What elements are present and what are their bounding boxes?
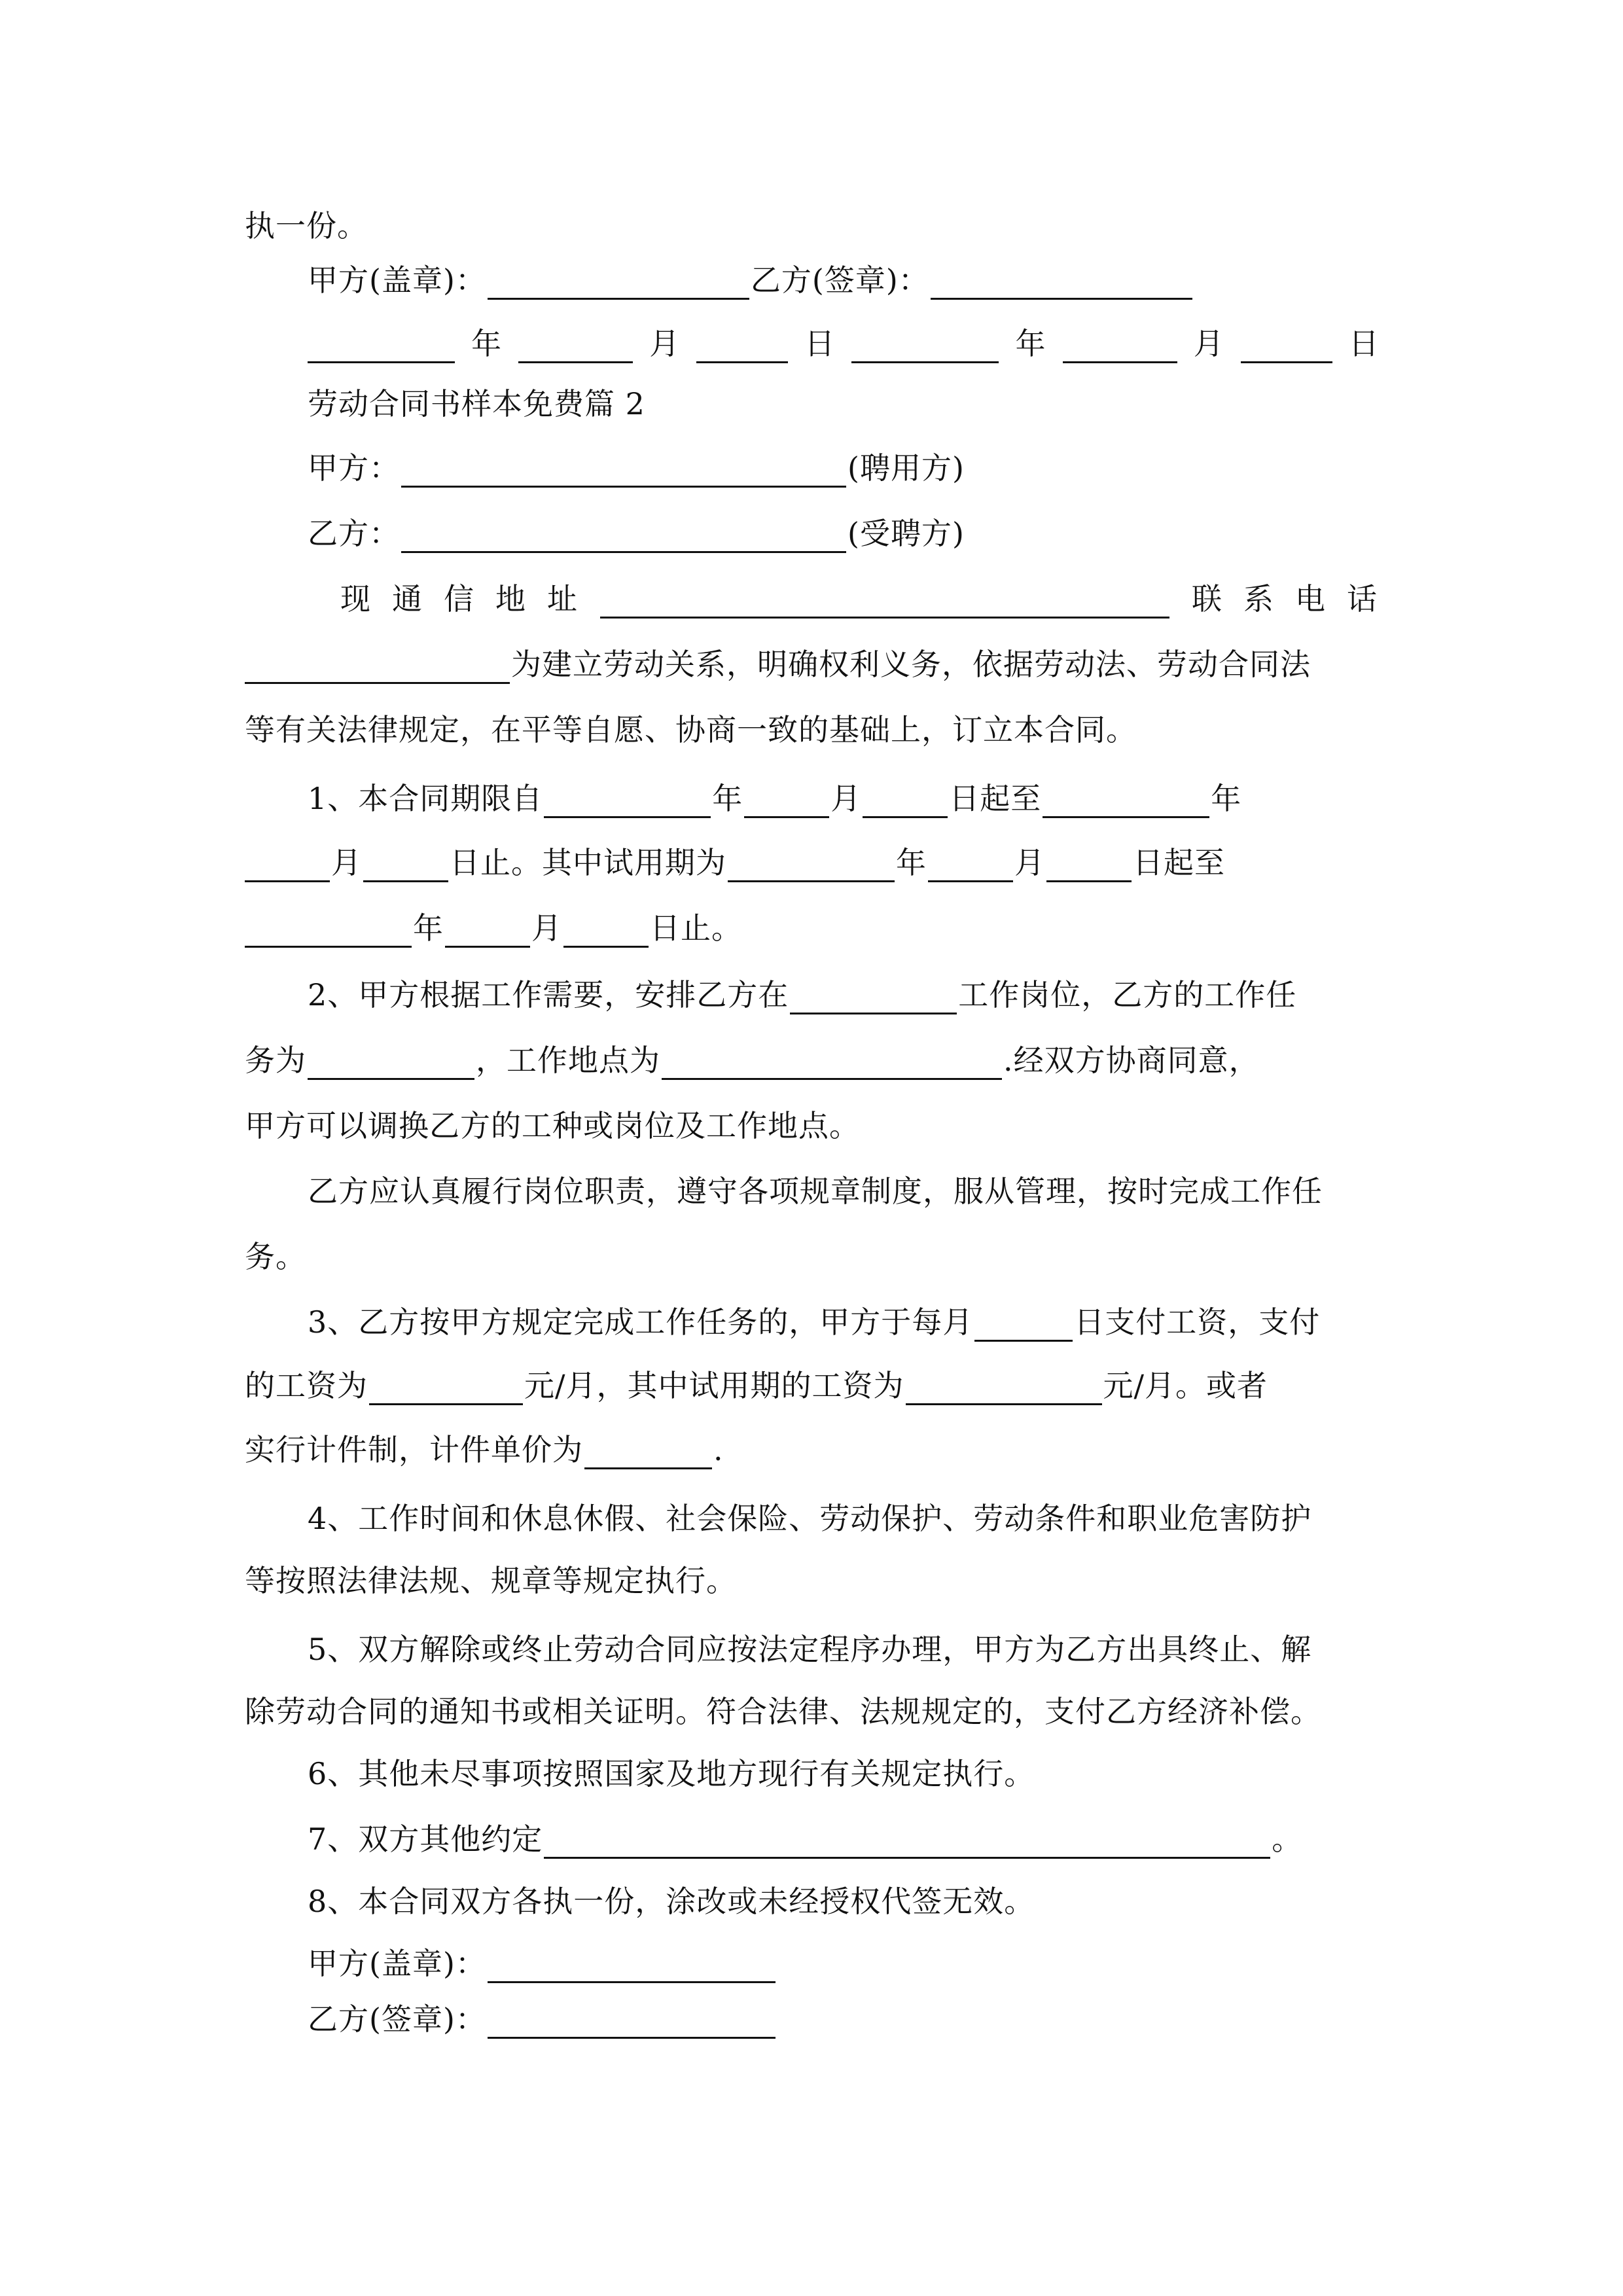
clause-text: .: [713, 1432, 724, 1467]
clause-5-line-1: [308, 1630, 1378, 1669]
job-position-field[interactable]: [790, 981, 957, 1014]
clause-text: 元/月，其中试用期的工资为: [524, 1368, 904, 1403]
clause-text: 日起至: [949, 781, 1042, 816]
heading-text: 劳动合同书样本免费篇 2: [308, 386, 645, 422]
party-b-sign-label: 乙方(签章)：: [750, 262, 929, 298]
day-label: 日: [804, 326, 836, 361]
clause-4-line-2: [245, 1561, 1378, 1600]
probation-end-year-field[interactable]: [245, 914, 412, 948]
phone-label-char: 电: [1295, 581, 1326, 617]
signature-date-row: [306, 324, 1380, 363]
final-signature-party-b: [308, 2000, 1378, 2039]
clause-6: [308, 1754, 1378, 1793]
clause-text: 月: [331, 845, 362, 880]
clause-3-line-3: [245, 1430, 1378, 1469]
clause-text: 2、甲方根据工作需要，安排乙方在: [308, 977, 789, 1013]
clause-5-line-2: [245, 1692, 1378, 1731]
party-a-label: 甲方：: [308, 450, 400, 486]
signature-row-1: [308, 260, 1378, 300]
clause-8: [308, 1882, 1378, 1921]
monthly-salary-field[interactable]: [369, 1372, 523, 1405]
year-label: 年: [1015, 326, 1046, 361]
clause-text: 8、本合同双方各执一份，涂改或未经授权代签无效。: [308, 1884, 1035, 1919]
clause-7: [308, 1820, 1378, 1859]
clause-text: 7、双方其他约定: [308, 1821, 543, 1857]
phone-field[interactable]: [245, 651, 510, 684]
probation-end-month-field[interactable]: [445, 914, 530, 948]
address-label-char: 地: [495, 581, 526, 617]
clause-text: 4、工作时间和休息休假、社会保险、劳动保护、劳动条件和职业危害防护: [308, 1501, 1312, 1536]
clause-4-line-1: [308, 1499, 1378, 1538]
clause-text: 日止。其中试用期为: [450, 845, 726, 880]
probation-start-year-field[interactable]: [728, 849, 895, 882]
month-label: 月: [649, 326, 681, 361]
clause-text: 乙方应认真履行岗位职责，遵守各项规章制度，服从管理，按时完成工作任: [308, 1174, 1323, 1209]
clause-text: 等按照法律法规、规章等规定执行。: [245, 1563, 737, 1598]
other-agreements-field[interactable]: [544, 1825, 1270, 1859]
party-a-row: [308, 448, 1378, 488]
party-b-role: (受聘方): [847, 516, 965, 551]
year-label: 年: [471, 326, 503, 361]
address-label-char: 通: [392, 581, 423, 617]
clause-2-line-2: [245, 1041, 1378, 1080]
date-a-month-field[interactable]: [518, 330, 633, 363]
clause-3-line-1: [308, 1302, 1378, 1342]
clause-text: 3、乙方按甲方规定完成工作任务的，甲方于每月: [308, 1304, 974, 1340]
clause-text: 6、其他未尽事项按照国家及地方现行有关规定执行。: [308, 1756, 1035, 1791]
term-end-month-field[interactable]: [245, 849, 330, 882]
clause-1-line-3: [245, 908, 1378, 948]
clause-2-line-4: [308, 1172, 1378, 1211]
day-label: 日: [1348, 326, 1380, 361]
clause-text: 月: [531, 910, 562, 946]
address-field[interactable]: [600, 585, 1169, 619]
address-label-char: 址: [547, 581, 578, 617]
date-a-day-field[interactable]: [696, 330, 788, 363]
party-b-sign-field[interactable]: [931, 266, 1192, 300]
date-a-year-field[interactable]: [308, 330, 455, 363]
address-phone-row: [340, 579, 1378, 619]
clause-1-line-2: [245, 843, 1378, 882]
clause-text: 甲方可以调换乙方的工种或岗位及工作地点。: [245, 1108, 860, 1143]
phone-label-char: 话: [1347, 581, 1378, 617]
date-b-year-field[interactable]: [851, 330, 999, 363]
party-a-final-seal-field[interactable]: [488, 1950, 776, 1983]
clause-text: 5、双方解除或终止劳动合同应按法定程序办理，甲方为乙方出具终止、解: [308, 1632, 1312, 1667]
intro-line-1: [245, 645, 1378, 684]
intro-line-2: [245, 710, 1378, 749]
intro-text: 等有关法律规定，在平等自愿、协商一致的基础上，订立本合同。: [245, 712, 1137, 747]
probation-start-day-field[interactable]: [1046, 849, 1132, 882]
address-label-char: 信: [444, 581, 474, 617]
party-b-row: [308, 514, 1378, 553]
section-heading: [308, 384, 1378, 423]
clause-text: 除劳动合同的通知书或相关证明。符合法律、法规规定的，支付乙方经济补偿。: [245, 1694, 1321, 1729]
clause-2-line-1: [308, 975, 1378, 1014]
term-start-month-field[interactable]: [744, 785, 829, 818]
date-b-month-field[interactable]: [1063, 330, 1177, 363]
party-b-label: 乙方：: [308, 516, 400, 551]
clause-text: 年: [413, 910, 444, 946]
clause-1-line-1: [308, 779, 1378, 818]
clause-2-line-5: [245, 1237, 1378, 1276]
month-label: 月: [1193, 326, 1224, 361]
clause-3-line-2: [245, 1366, 1378, 1405]
piece-rate-field[interactable]: [584, 1436, 712, 1469]
job-task-field[interactable]: [308, 1047, 474, 1080]
work-location-field[interactable]: [662, 1047, 1002, 1080]
probation-end-day-field[interactable]: [563, 914, 649, 948]
term-end-day-field[interactable]: [363, 849, 448, 882]
party-a-seal-label: 甲方(盖章)：: [308, 1946, 486, 1981]
term-start-day-field[interactable]: [863, 785, 948, 818]
clause-text: 务为: [245, 1043, 306, 1078]
final-signature-party-a: [308, 1944, 1378, 1983]
clause-2-line-3: [245, 1106, 1378, 1145]
clause-text: 年: [1211, 781, 1242, 816]
phone-label-char: 系: [1243, 581, 1274, 617]
clause-text: 日起至: [1133, 845, 1225, 880]
payday-field[interactable]: [974, 1308, 1073, 1342]
party-b-sign-label: 乙方(签章)：: [308, 2001, 486, 2037]
term-start-year-field[interactable]: [544, 785, 711, 818]
date-b-day-field[interactable]: [1241, 330, 1332, 363]
probation-salary-field[interactable]: [906, 1372, 1102, 1405]
party-a-name-field[interactable]: [401, 454, 846, 488]
intro-text: 为建立劳动关系，明确权利义务，依据劳动法、劳动合同法: [511, 647, 1311, 682]
clause-text: 务。: [245, 1239, 306, 1274]
clause-text: 日支付工资，支付: [1074, 1304, 1321, 1340]
party-a-role: (聘用方): [847, 450, 965, 486]
paragraph-end-line: [245, 206, 1378, 245]
clause-text: 的工资为: [245, 1368, 368, 1403]
clause-text: 实行计件制，计件单价为: [245, 1432, 583, 1467]
term-end-year-field[interactable]: [1043, 785, 1209, 818]
text: 执一份。: [245, 208, 368, 243]
clause-text: 工作岗位，乙方的工作任: [958, 977, 1297, 1013]
address-label-char: 现: [340, 581, 371, 617]
clause-text: ，工作地点为: [476, 1043, 660, 1078]
clause-text: 日止。: [650, 910, 742, 946]
clause-text: 年: [712, 781, 743, 816]
party-b-final-sign-field[interactable]: [488, 2005, 776, 2039]
clause-text: 元/月。或者: [1103, 1368, 1268, 1403]
clause-text: 。: [1272, 1821, 1303, 1857]
party-a-seal-label: 甲方(盖章)：: [308, 262, 486, 298]
clause-text: 1、本合同期限自: [308, 781, 543, 816]
probation-start-month-field[interactable]: [928, 849, 1013, 882]
clause-text: 年: [896, 845, 927, 880]
clause-text: 月: [1014, 845, 1045, 880]
clause-text: .经双方协商同意，: [1003, 1043, 1260, 1078]
party-a-seal-field[interactable]: [488, 266, 749, 300]
clause-text: 月: [830, 781, 862, 816]
party-b-name-field[interactable]: [401, 520, 846, 553]
phone-label-char: 联: [1192, 581, 1222, 617]
